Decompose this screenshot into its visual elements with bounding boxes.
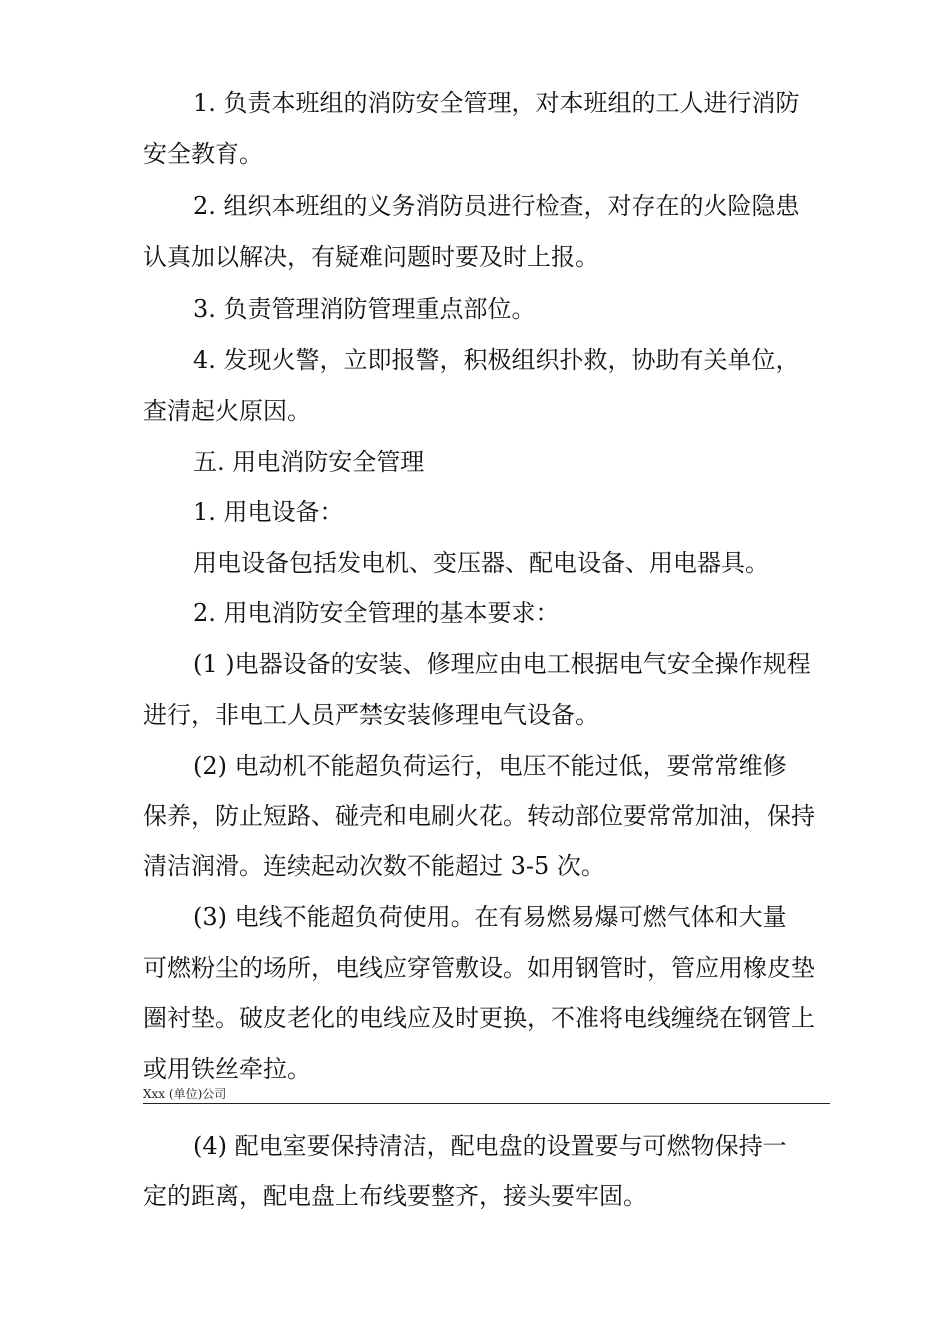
text-line: (1 )电器设备的安装、修理应由电工根据电气安全操作规程 — [193, 650, 811, 678]
text-line: 或用铁丝牵拉。 — [143, 1055, 311, 1083]
text-line: 2. 用电消防安全管理的基本要求： — [193, 599, 560, 627]
text-line: 1. 用电设备： — [193, 498, 344, 526]
text-line: 认真加以解决，有疑难问题时要及时上报。 — [143, 243, 599, 271]
text-line: 1. 负责本班组的消防安全管理，对本班组的工人进行消防 — [193, 89, 800, 117]
text-line: 定的距离，配电盘上布线要整齐，接头要牢固。 — [143, 1182, 647, 1210]
text-line: 圈衬垫。破皮老化的电线应及时更换，不准将电线缠绕在钢管上 — [143, 1004, 815, 1032]
text-line: 保养，防止短路、碰壳和电刷火花。转动部位要常常加油，保持 — [143, 802, 815, 830]
footer-divider — [143, 1103, 830, 1104]
text-line: (4) 配电室要保持清洁，配电盘的设置要与可燃物保持一 — [193, 1132, 787, 1160]
text-line: 进行，非电工人员严禁安装修理电气设备。 — [143, 701, 599, 729]
text-line: 可燃粉尘的场所，电线应穿管敷设。如用钢管时，管应用橡皮垫 — [143, 954, 815, 982]
text-line: (3) 电线不能超负荷使用。在有易燃易爆可燃气体和大量 — [193, 903, 787, 931]
text-line: 2. 组织本班组的义务消防员进行检查，对存在的火险隐患 — [193, 192, 800, 220]
text-line: 4. 发现火警，立即报警，积极组织扑救，协助有关单位， — [193, 346, 800, 374]
text-line: 安全教育。 — [143, 140, 263, 168]
page-footer-company: Xxx (单位)公司 — [143, 1087, 227, 1101]
text-line: 用电设备包括发电机、变压器、配电设备、用电器具。 — [193, 549, 769, 577]
text-line: 3. 负责管理消防管理重点部位。 — [193, 295, 536, 323]
section-heading: 五. 用电消防安全管理 — [193, 448, 425, 476]
text-line: (2) 电动机不能超负荷运行，电压不能过低，要常常维修 — [193, 752, 787, 780]
text-line: 清洁润滑。连续起动次数不能超过 3-5 次。 — [143, 852, 605, 880]
text-line: 查清起火原因。 — [143, 397, 311, 425]
